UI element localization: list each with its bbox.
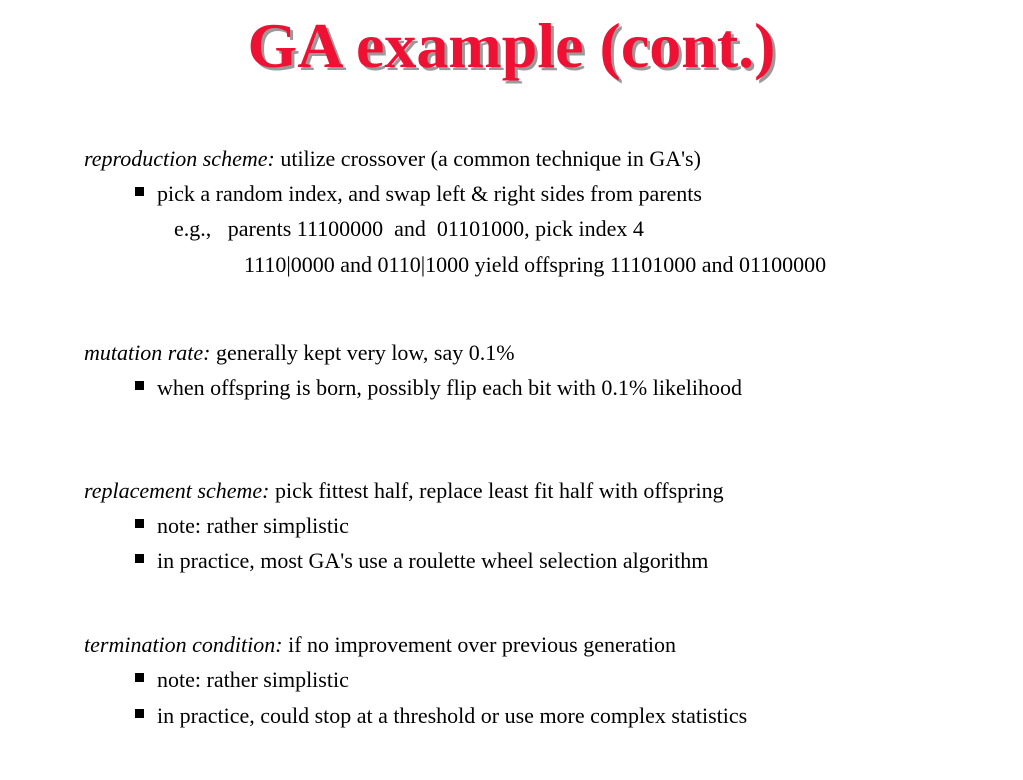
- section-text: pick fittest half, replace least fit half with offspring: [275, 478, 724, 503]
- square-bullet-icon: [135, 673, 144, 682]
- list-item: [157, 669, 349, 691]
- list-item: [157, 377, 742, 399]
- bullet-text: note: rather simplistic: [157, 667, 349, 692]
- section-replacement: [84, 480, 724, 502]
- square-bullet-icon: [135, 709, 144, 718]
- example-line: 1110|0000 and 0110|1000 yield offspring 11101000 and 01100000: [244, 252, 827, 277]
- list-item: [157, 550, 708, 572]
- bullet-text: pick a random index, and swap left & right sides from parents: [157, 181, 702, 206]
- section-reproduction: [84, 148, 701, 170]
- section-text: utilize crossover (a common technique in GA's): [280, 146, 701, 171]
- bullet-text: in practice, could stop at a threshold or use more complex statistics: [157, 703, 748, 728]
- section-text: if no improvement over previous generation: [288, 632, 677, 657]
- section-heading: termination condition:: [84, 632, 283, 657]
- square-bullet-icon: [135, 381, 144, 390]
- bullet-text: when offspring is born, possibly flip each bit with 0.1% likelihood: [157, 375, 742, 400]
- bullet-text: in practice, most GA's use a roulette wheel selection algorithm: [157, 548, 709, 573]
- list-item: [157, 183, 702, 205]
- list-item: [157, 515, 349, 537]
- square-bullet-icon: [135, 554, 144, 563]
- section-text: generally kept very low, say 0.1%: [216, 340, 515, 365]
- example-line: e.g., parents 11100000 and 01101000, pick index 4: [174, 216, 644, 241]
- section-heading: replacement scheme:: [84, 478, 270, 503]
- section-mutation: [84, 342, 515, 364]
- section-termination: [84, 634, 676, 656]
- section-heading: mutation rate:: [84, 340, 211, 365]
- square-bullet-icon: [135, 187, 144, 196]
- section-heading: reproduction scheme:: [84, 146, 275, 171]
- slide-title: GA example (cont.): [247, 10, 776, 81]
- square-bullet-icon: [135, 519, 144, 528]
- list-item: [157, 705, 747, 727]
- bullet-text: note: rather simplistic: [157, 513, 349, 538]
